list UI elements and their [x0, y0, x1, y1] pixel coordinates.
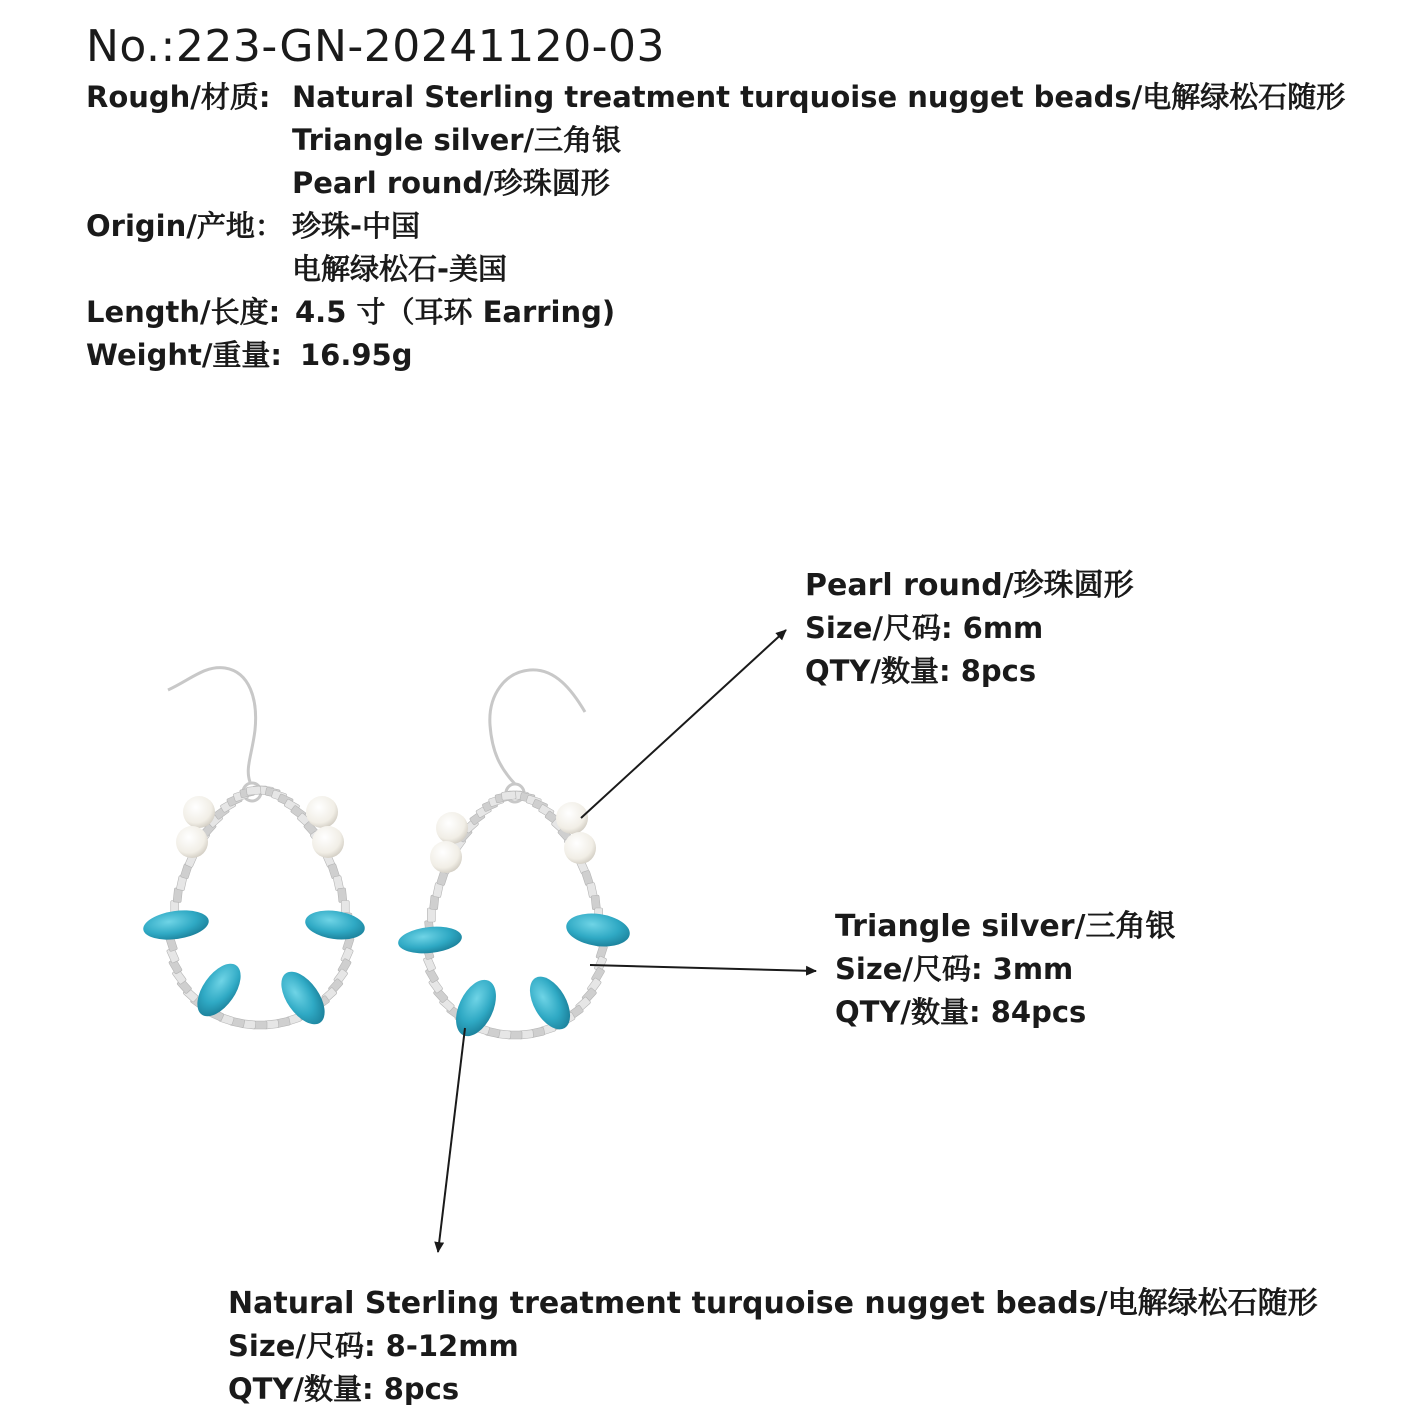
origin-label: Origin/产地：: [86, 209, 284, 243]
pearl-bead-icon: [312, 826, 344, 858]
silver-callout-qty: QTY/数量: 84pcs: [835, 995, 1087, 1029]
turquoise-callout: [228, 1282, 1318, 1411]
silver-callout: [835, 905, 1175, 1034]
left-ear-hook-icon: [168, 668, 256, 782]
silver-callout-title: Triangle silver/三角银: [835, 909, 1176, 944]
arrow-to-silver-callout: [590, 965, 816, 971]
pearl-bead-icon: [176, 826, 208, 858]
silver-bead-icon: [501, 791, 516, 800]
product-number: No.:223-GN-20241120-03: [86, 21, 666, 72]
rough-label: Rough/材质:: [86, 80, 271, 114]
silver-bead-icon: [246, 786, 261, 795]
origin-value-pearl: 珍珠-中国: [292, 209, 421, 243]
turquoise-nugget-icon: [564, 910, 632, 951]
silver-bead-icon: [591, 895, 600, 910]
arrow-to-turquoise-callout: [438, 1028, 465, 1252]
pearl-bead-icon: [556, 802, 588, 834]
turquoise-callout-title: Natural Sterling treatment turquoise nugget beads/电解绿松石随形: [228, 1286, 1318, 1321]
left-earring: [141, 668, 366, 1032]
rough-value-silver: Triangle silver/三角银: [292, 123, 622, 157]
turquoise-callout-size: Size/尺码: 8-12mm: [228, 1329, 519, 1363]
weight-value: 16.95g: [300, 338, 413, 372]
arrow-to-pearl-callout: [581, 630, 786, 818]
left-pearls: [176, 796, 344, 858]
rough-value-turquoise: Natural Sterling treatment turquoise nugget beads/电解绿松石随形: [292, 80, 1346, 114]
length-label: Length/长度:: [86, 295, 281, 329]
right-ear-hook-icon: [490, 670, 585, 784]
pearl-bead-icon: [436, 812, 468, 844]
right-pearls: [430, 802, 596, 873]
silver-bead-icon: [427, 908, 435, 922]
pearl-bead-icon: [564, 832, 596, 864]
pearl-callout-title: Pearl round/珍珠圆形: [805, 568, 1134, 603]
turquoise-nugget-icon: [141, 907, 210, 944]
turquoise-nugget-icon: [303, 907, 366, 943]
pearl-callout-size: Size/尺码: 6mm: [805, 611, 1044, 645]
pearl-bead-icon: [306, 796, 338, 828]
pearl-callout: [805, 564, 1134, 693]
length-value: 4.5 寸（耳环 Earring): [295, 295, 616, 329]
pearl-bead-icon: [183, 796, 215, 828]
weight-label: Weight/重量:: [86, 338, 283, 372]
origin-value-turquoise: 电解绿松石-美国: [292, 252, 508, 286]
turquoise-nugget-icon: [397, 924, 463, 957]
silver-callout-size: Size/尺码: 3mm: [835, 952, 1074, 986]
turquoise-callout-qty: QTY/数量: 8pcs: [228, 1372, 460, 1406]
right-earring: [397, 670, 632, 1043]
rough-value-pearl: Pearl round/珍珠圆形: [292, 166, 610, 200]
pearl-bead-icon: [430, 841, 462, 873]
pearl-callout-qty: QTY/数量: 8pcs: [805, 654, 1037, 688]
